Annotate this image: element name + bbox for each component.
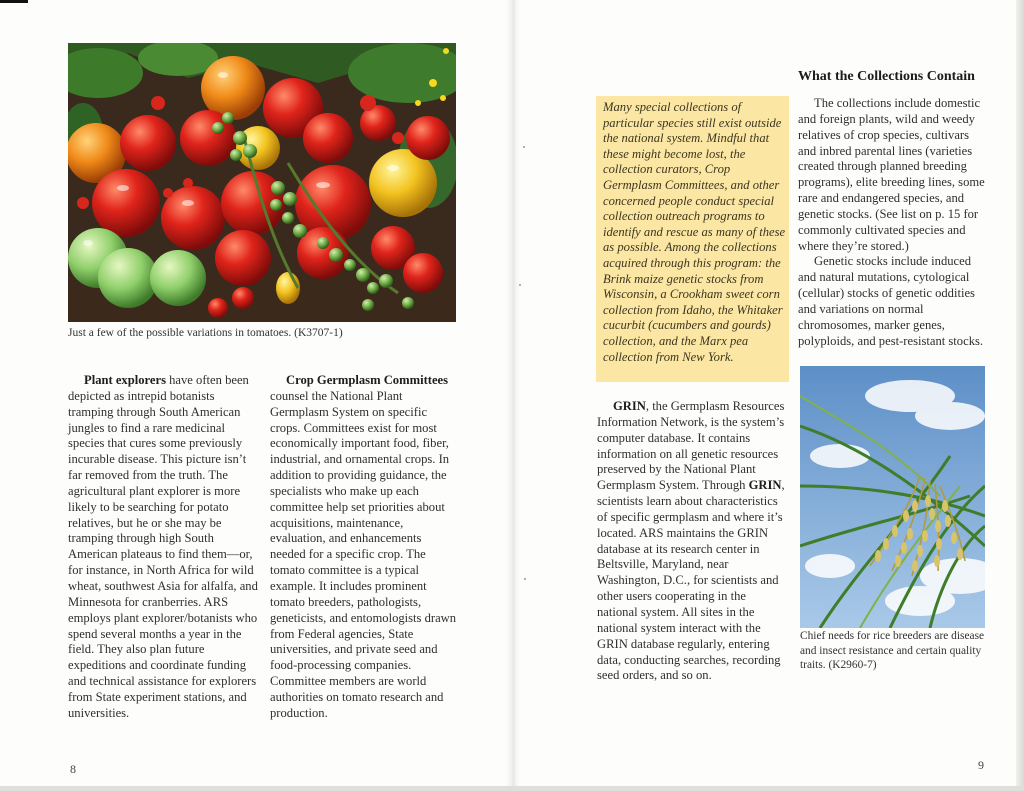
rice-photo — [800, 366, 985, 628]
collections-paragraph-1: The collections include domestic and foreign plants, wild and weedy relatives of crop species, cultivars and inbred parental lines (varieties created through planned breeding programs), elite breeding lines, some rare and endangered species, and genetic stocks. (See list on p. 15 for commonly cultivated species and where they’re stored.) — [798, 96, 985, 253]
paper-speck — [524, 578, 526, 580]
grin-term-2: GRIN — [748, 478, 782, 493]
section-title: What the Collections Contain — [798, 69, 975, 84]
tomato-photo-caption: Just a few of the possible variations in tomatoes. (K3707-1) — [68, 327, 343, 339]
crop-germplasm-text: counsel the National Plant Germplasm System on specific crops. Committees exist for most economically important food, fiber, industrial, and ornamental crops. In addition to providing guidance, the specialists who make up each committee help set priorities about acquisitions, maintenance, evaluation, and enhancements needed for a specific crop. The tomato committee is a typical example. It includes prominent tomato breeders, pathologists, geneticists, and entomologists drawn from Federal agencies, State universities, and private seed and food-processing companies. Committee members are world authorities on tomato research and production. — [270, 388, 457, 720]
collections-column — [798, 96, 988, 350]
grin-term: GRIN — [613, 399, 646, 413]
plant-explorers-text: have often been depicted as intrepid botanists tramping through South American jungles to find a rare medicinal species that cures some previously incurable disease. This picture isn’t far removed from the truth. The agricultural plant explorer is more likely to be searching for potato relatives, but he or she may be tramping through high South American plateaus to find them—or, for instance, in North Africa for wild wheat, southwest Asia for alfalfa, and Minnesota for cranberries. ARS employs plant explorer/botanists who spend several months a year in the field. They also plan future expeditions and coordinate funding and technical assistance for explorers from State experiment stations, and universities. — [68, 373, 258, 720]
scan-corner-mark — [0, 0, 28, 3]
page-edge — [1016, 0, 1024, 791]
page-bottom-edge — [0, 786, 1024, 791]
grin-text-2: , scientists learn about characteristics of specific germplasm and where it’s located. ARS maintains the GRIN database at its research center in Beltsville, Maryland, near Washington, D.C., for scientists and other users cooperating in the national system. All sites in the national system interact with the GRIN database regularly, entering data, conducting searches, recording seed orders, and so on. — [597, 478, 785, 683]
page-number-left: 8 — [70, 762, 76, 776]
grin-column — [597, 399, 789, 684]
crop-germplasm-heading: Crop Germplasm Committees — [286, 373, 449, 387]
special-collections-text: Many special collections of particular species still exist outside the national system. Mindful that these might become lost, the collection curators, Crop Germplasm Committees, and other concerned people conduct special collection outreach programs to identify and rescue as many of these as possible. Among the collections acquired through this program: the Brink maize genetic stocks from Wisconsin, a Crookham sweet corn collection from Idaho, the Whitaker cucurbit (cucumbers and gourds) collection, and the Marx pea collection from New York. — [603, 100, 786, 364]
paper-speck — [519, 284, 521, 286]
plant-explorers-heading: Plant explorers — [84, 373, 166, 387]
collections-paragraph-2: Genetic stocks include induced and natural mutations, cytological (cellular) stocks of genetic oddities and variations on normal chromosomes, marker genes, polyploids, and pest-resistant stocks. — [798, 254, 984, 348]
paper-speck — [523, 146, 525, 148]
crop-germplasm-column — [270, 373, 460, 722]
plant-explorers-column — [68, 373, 258, 722]
tomato-photo — [68, 43, 456, 322]
page-gutter — [506, 0, 520, 791]
grin-text-1: , the Germplasm Resources Information Network, is the system’s computer database. It contains information on all genetic resources preserved by the National Plant Germplasm System. Through — [597, 399, 785, 493]
rice-photo-caption: Chief needs for rice breeders are disease and insect resistance and certain quality traits. (K2960-7) — [800, 630, 985, 672]
page-number-right: 9 — [978, 758, 984, 772]
